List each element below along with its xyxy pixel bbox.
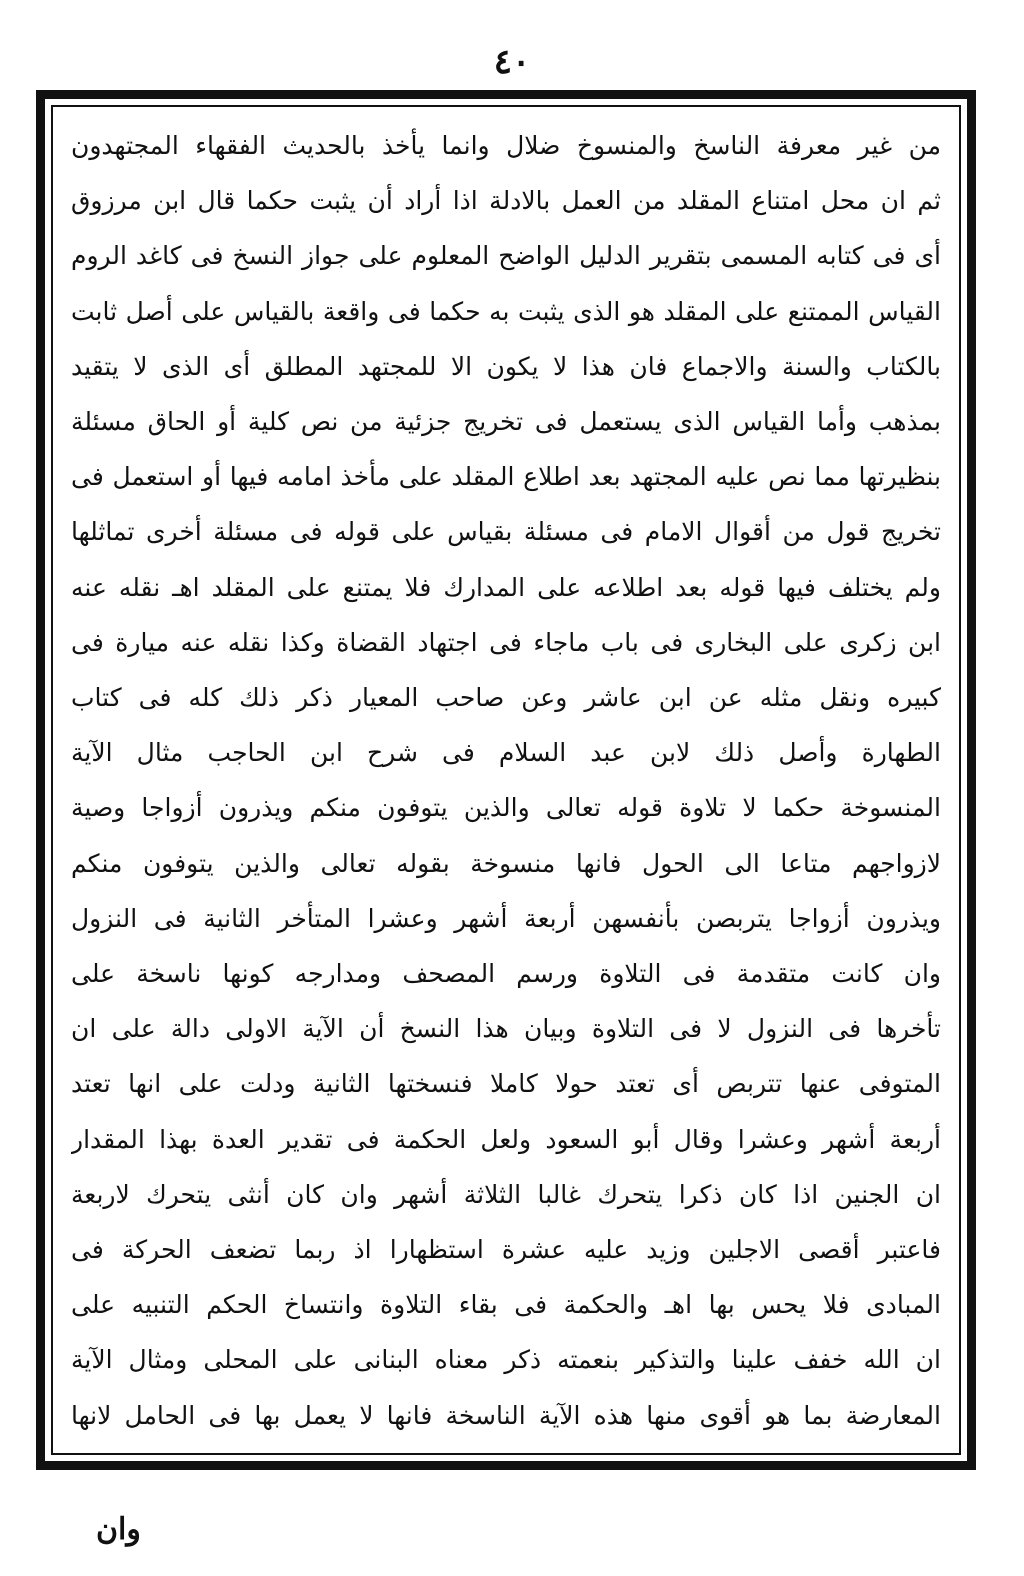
text-line: المبادى فلا يحس بها اهـ والحكمة فى بقاء التلاوة وانتساخ الحكم التنبيه على bbox=[71, 1290, 941, 1320]
text-line: القياس الممتنع على المقلد هو الذى يثبت به حكما فى واقعة بالقياس على أصل ثابت bbox=[71, 296, 941, 326]
text-line: ان الله خفف علينا والتذكير بنعمته ذكر معناه البنانى على المحلى ومثال الآية bbox=[71, 1345, 941, 1375]
text-line: تخريج قول من أقوال الامام فى مسئلة بقياس على قوله فى مسئلة أخرى تماثلها bbox=[71, 517, 941, 547]
text-line: الطهارة وأصل ذلك لابن عبد السلام فى شرح ابن الحاجب مثال الآية bbox=[71, 738, 941, 768]
text-line: بنظيرتها مما نص عليه المجتهد بعد اطلاع المقلد على مأخذ امامه فيها أو استعمل فى bbox=[71, 462, 941, 492]
text-line: أربعة أشهر وعشرا وقال أبو السعود ولعل الحكمة فى تقدير العدة بهذا المقدار bbox=[71, 1124, 941, 1154]
page-border-frame bbox=[36, 90, 976, 1470]
text-line: ابن زكرى على البخارى فى باب ماجاء فى اجتهاد القضاة وكذا نقله عنه ميارة فى bbox=[71, 627, 941, 657]
page-number: ٤٠ bbox=[493, 42, 531, 82]
text-line: كبيره ونقل مثله عن ابن عاشر وعن صاحب المعيار ذكر ذلك كله فى كتاب bbox=[71, 683, 941, 713]
text-line: تأخرها فى النزول لا فى التلاوة وبيان هذا النسخ أن الآية الاولى دالة على ان bbox=[71, 1014, 941, 1044]
text-line: المنسوخة حكما لا تلاوة قوله تعالى والذين يتوفون منكم ويذرون أزواجا وصية bbox=[71, 793, 941, 823]
page-inner-border bbox=[51, 105, 961, 1455]
text-line: من غير معرفة الناسخ والمنسوخ ضلال وانما يأخذ بالحديث الفقهاء المجتهدون bbox=[71, 131, 941, 160]
text-line: ويذرون أزواجا يتربصن بأنفسهن أربعة أشهر وعشرا المتأخر الثانية فى النزول bbox=[71, 903, 941, 933]
text-line: بالكتاب والسنة والاجماع فان هذا لا يكون الا للمجتهد المطلق أى الذى لا يتقيد bbox=[71, 351, 941, 381]
text-line: المتوفى عنها تتربص أى تعتد حولا كاملا فنسختها الثانية ودلت على انها تعتد bbox=[71, 1069, 941, 1099]
text-line: بمذهب وأما القياس الذى يستعمل فى تخريج جزئية من نص كلية أو الحاق مسئلة bbox=[71, 407, 941, 437]
text-line: وان كانت متقدمة فى التلاوة ورسم المصحف ومدارجه كونها ناسخة على bbox=[71, 959, 941, 989]
text-line: ولم يختلف فيها قوله بعد اطلاعه على المدارك فلا يمتنع على المقلد اهـ نقله عنه bbox=[71, 572, 941, 602]
text-line: أى فى كتابه المسمى بتقرير الدليل الواضح المعلوم على جواز النسخ فى كاغد الروم bbox=[71, 241, 941, 271]
text-line: لازواجهم متاعا الى الحول فانها منسوخة بقوله تعالى والذين يتوفون منكم bbox=[71, 848, 941, 878]
catchword: وان bbox=[96, 1512, 141, 1547]
text-line: ان الجنين اذا كان ذكرا يتحرك غالبا الثلاثة أشهر وان كان أنثى يتحرك لاربعة bbox=[71, 1179, 941, 1209]
text-body bbox=[71, 121, 941, 1441]
text-line: ثم ان محل امتناع المقلد من العمل بالادلة اذا أراد أن يثبت حكما قال ابن مرزوق bbox=[71, 186, 941, 216]
text-line: فاعتبر أقصى الاجلين وزيد عليه عشرة استظهارا اذ ربما تضعف الحركة فى bbox=[71, 1235, 941, 1265]
text-line: المعارضة بما هو أقوى منها هذه الآية الناسخة فانها لا يعمل بها فى الحامل لانها bbox=[71, 1400, 941, 1430]
